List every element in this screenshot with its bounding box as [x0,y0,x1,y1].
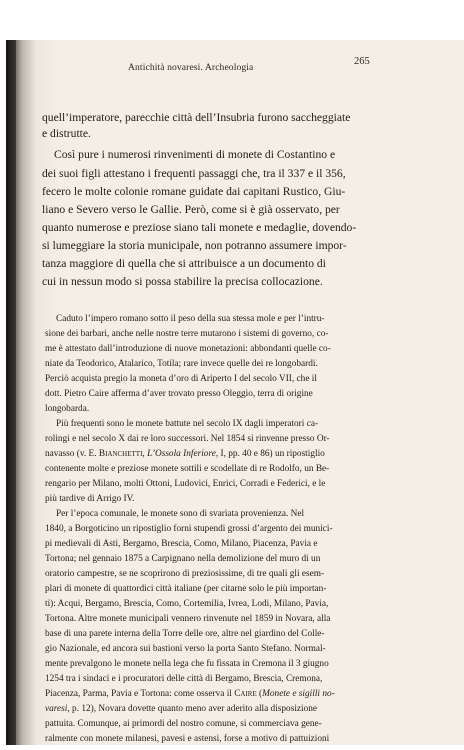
text-line: base di una parete interna della Torre delle ore, altre nel giardino del Colle- [45,629,325,639]
text-line: rengario per Milano, molti Ottoni, Ludovici, Enrici, Corradi e Federici, e le [45,479,326,489]
text-line: ralmente con monete milanesi, pavesi e astensi, forse a motivo di pattuizioni [45,734,330,744]
text-line: varesi, p. 12), Novara dovette quanto meno aver aderito alla disposizione [45,704,318,714]
text-line: rolingi e nel secolo X dai re loro successori. Nel 1854 si rinvenne presso Or- [45,434,330,444]
book-title: varesi [45,704,68,714]
text-line: Per l’epoca comunale, le monete sono di svariata provenienza. Nel [56,509,305,519]
text-line: ti): Acqui, Bergamo, Brescia, Como, Cortemilia, Ivrea, Lodi, Milano, Pavia, [45,599,329,609]
text-line: mente prevalgono le monete nella lega che fu fissata in Cremona il 3 giugno [45,659,329,669]
text-line: oratorio campestre, se ne scoprirono di preziosissime, di tre quali gli esem- [45,569,325,579]
text-line: Più frequenti sono le monete battute nel secolo IX dagli imperatori ca- [56,419,319,429]
book-title: L’Ossola Inferiore [147,449,216,459]
text-line: quanto numerose e preziose siano tali monete e medaglie, dovendo- [42,221,357,234]
page-gutter-shadow [6,40,16,745]
text-line: niate da Teodorico, Atalarico, Totila; rare invece quelle dei re longobardi. [45,359,318,369]
text-line: me è attestato dall’introduzione di nuove monetazioni: abbondanti quelle co- [45,344,331,354]
text-line: si lumeggiare la storia municipale, non potranno assumere impor- [42,239,347,252]
text-line: più tardive di Arrigo IV. [45,494,135,504]
text-line: quell’imperatore, parecchie città dell’Insubria furono saccheggiate [42,111,351,124]
text-line: fecero le molte colonie romane guidate dai capitani Rustico, Giu- [42,185,346,198]
text-line: Tortona; nel gennaio 1875 a Carpignano nella demolizione del muro di un [45,554,321,564]
text-line: sione dei barbari, anche nelle nostre terre mutarono i sistemi di governo, co- [45,329,329,339]
author-name: Caire [234,689,257,699]
text-line: pi medievali di Asti, Bergamo, Brescia, Como, Milano, Piacenza, Pavia e [45,539,318,549]
author-name: Bianchetti [98,449,143,459]
book-title: Monete e sigilli no- [262,689,335,699]
secondary-text [45,0,384,750]
text-line: dott. Pietro Caire afferma d’aver trovato presso Oleggio, terra di origine [45,389,313,399]
text-line: 1254 tra i sindaci e i procuratori delle città di Bergamo, Brescia, Cremona, [45,674,323,684]
text-line: plari di monete di quattordici città italiane (per citarne solo le più importan- [45,584,327,594]
text-line: Caduto l’impero romano sotto il peso della sua stessa mole e per l’intru- [56,314,325,324]
page-number: 265 [354,56,370,67]
text-line: Perciò acquista pregio la moneta d’oro di Ariperto I del secolo VII, che il [45,374,317,384]
text-line: e distrutte. [42,127,91,140]
running-header: Antichità novaresi. Archeologia [128,62,254,73]
text-line: pattuita. Comunque, ai primordi del nostro comune, si commerciava gene- [45,719,322,729]
text-line: Tortona. Altre monete municipali vennero rinvenute nel 1859 in Novara, alla [45,614,331,624]
text-line: navasso (v. E. Bianchetti, L’Ossola Inferiore, I, pp. 40 e 86) un ripostiglio [45,449,325,459]
text-line: cui in nessun modo si possa stabilire la precisa collocazione. [42,275,323,288]
text-line: gio Nazionale, ed ancora sui bastioni verso la porta Santo Stefano. Normal- [45,644,326,654]
text-line: liano e Severo verso le Gallie. Però, come si è già osservato, per [42,203,340,216]
text-line: contenente molte e preziose monete sottili e scodellate di re Rodolfo, un Be- [45,464,330,474]
text-line: Piacenza, Parma, Pavia e Tortona: come osserva il Caire (Monete e sigilli no- [45,689,335,699]
text-line: dei suoi figli attestano i frequenti passaggi che, tra il 337 e il 356, [42,167,346,180]
text-line: 1840, a Borgoticino un ripostiglio fornì stupendi grossi d’argento dei munici- [45,524,333,534]
text-line: tanza maggiore di quella che si attribuisce a un documento di [42,257,326,270]
text-line: longobarda. [45,404,90,414]
text-line: Così pure i numerosi rinvenimenti di monete di Costantino e [54,148,336,161]
